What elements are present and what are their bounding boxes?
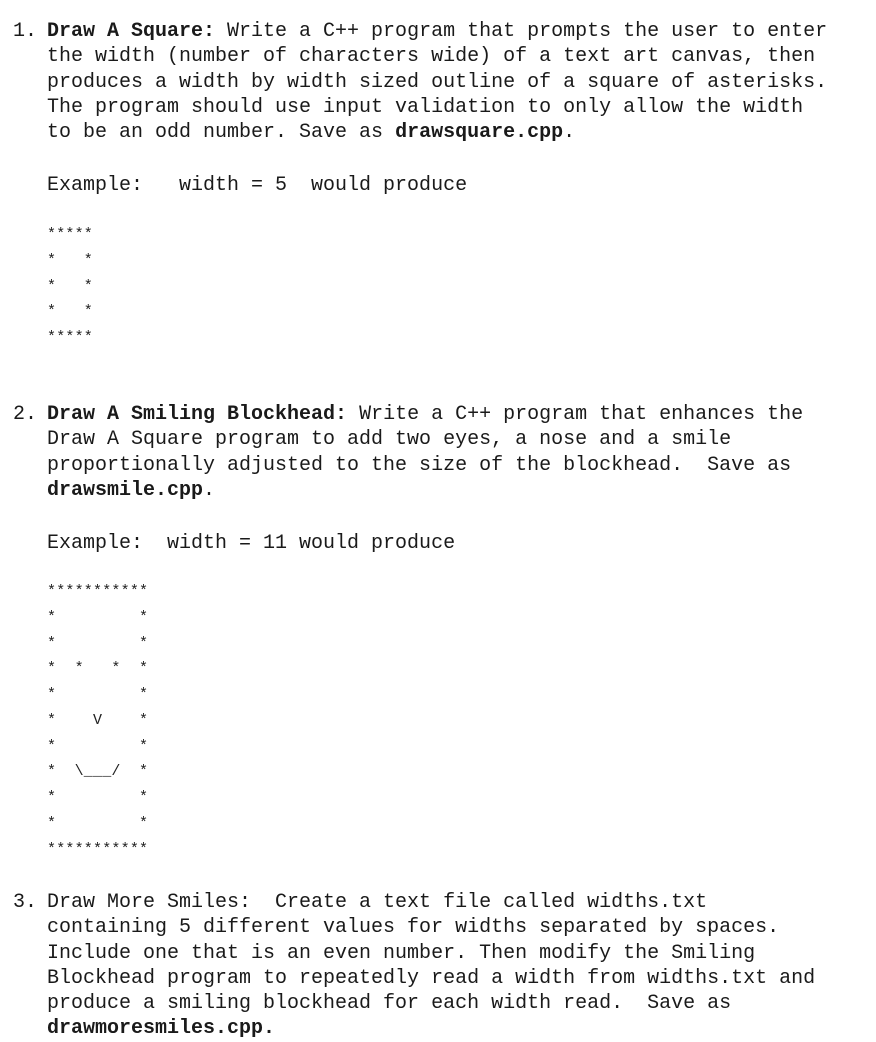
text-line: produces a width by width sized outline of a square of asterisks. xyxy=(47,70,828,94)
text-line: Draw A Square program to add two eyes, a nose and a smile xyxy=(47,428,732,452)
problem-title: Draw A Square: xyxy=(47,20,216,43)
filename: drawmoresmiles.cpp. xyxy=(47,1017,276,1041)
filename-suffix: . xyxy=(563,121,576,145)
problem-title: Draw A Smiling Blockhead: xyxy=(47,403,348,426)
ascii-art-blockhead: *********** * * * * * * * * * * * V * * * * \___/ * * * * * *********** xyxy=(47,583,149,858)
text-line: containing 5 different values for widths separated by spaces. xyxy=(47,916,780,940)
ascii-art-square: ***** * * * * * * ***** xyxy=(47,226,94,347)
example-line: Example: width = 11 would produce xyxy=(47,532,456,555)
text-line: Write a C++ program that prompts the user to enter xyxy=(215,20,828,43)
text-line: Blockhead program to repeatedly read a width from widths.txt and xyxy=(47,966,816,990)
text-line: Write a C++ program that enhances the xyxy=(347,403,804,426)
problem-number: 3. xyxy=(13,891,38,914)
text-line: Draw More Smiles: Create a text file called widths.txt xyxy=(47,891,708,914)
text-line: to be an odd number. Save as xyxy=(47,121,396,145)
problem-number: 1. xyxy=(13,20,38,43)
text-line: The program should use input validation to only allow the width xyxy=(47,95,804,119)
filename-suffix: . xyxy=(203,478,216,502)
text-line: the width (number of characters wide) of a text art canvas, then xyxy=(47,45,816,69)
text-line: proportionally adjusted to the size of the blockhead. Save as xyxy=(47,453,792,477)
example-line: Example: width = 5 would produce xyxy=(47,174,468,197)
text-line: produce a smiling blockhead for each width read. Save as xyxy=(47,992,732,1016)
problem-text xyxy=(47,890,876,1042)
filename: drawsmile.cpp xyxy=(47,478,204,502)
text-line: Include one that is an even number. Then modify the Smiling xyxy=(47,941,756,965)
filename: drawsquare.cpp xyxy=(395,121,564,145)
problem-text xyxy=(47,19,876,145)
problem-number: 2. xyxy=(13,403,38,426)
problem-text xyxy=(47,402,876,503)
